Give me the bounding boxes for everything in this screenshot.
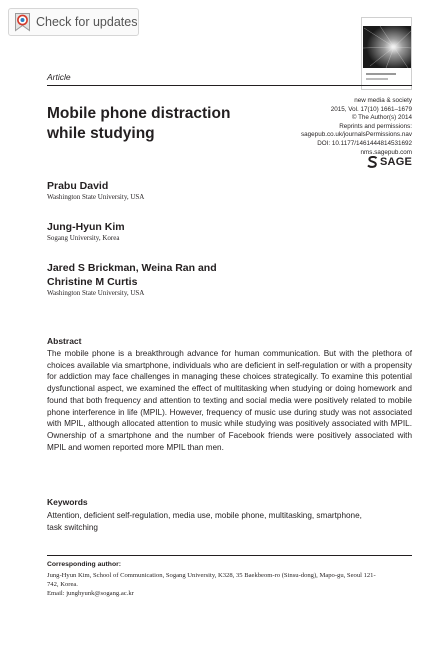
author-name: Christine M Curtis <box>47 276 138 288</box>
abstract-heading: Abstract <box>47 336 82 346</box>
journal-copyright: © The Author(s) 2014 <box>351 114 412 122</box>
author-affiliation: Washington State University, USA <box>47 289 145 297</box>
journal-reprints: Reprints and permissions: <box>339 122 412 130</box>
author-name: Jung-Hyun Kim <box>47 221 125 233</box>
footer-divider <box>47 555 412 556</box>
check-for-updates-button[interactable] <box>8 8 139 36</box>
journal-info <box>301 97 412 157</box>
corresponding-author-address: Jung-Hyun Kim, School of Communication, Sogang University, K328, 35 Baekbeom-ro (Sinsu-dong), Mapo-gu, Seoul 121-742, Korea. <box>47 572 376 588</box>
sage-logo-text: SAGE <box>380 156 412 168</box>
corresponding-author-heading: Corresponding author: <box>47 561 122 568</box>
author-name: Jared S Brickman, Weina Ran and <box>47 262 217 274</box>
header-divider <box>47 85 412 86</box>
journal-cover-thumbnail <box>361 17 412 90</box>
sage-logo <box>367 156 412 168</box>
corresponding-author-details <box>47 571 377 598</box>
keywords-text: Attention, deficient self-regulation, media use, mobile phone, multitasking, smartphone, task switching <box>47 511 362 532</box>
corresponding-author-email[interactable]: Email: junghyunk@sogang.ac.kr <box>47 590 134 597</box>
article-type-label: Article <box>47 72 71 82</box>
journal-citation: 2015, Vol. 17(10) 1661–1679 <box>330 105 412 113</box>
check-for-updates-label: Check for updates <box>36 15 138 29</box>
journal-doi[interactable]: DOI: 10.1177/1461444814531692 <box>317 139 412 147</box>
abstract-text: The mobile phone is a breakthrough advance for human communication. But with the plethora of choices available via smartphone, individuals who are deficient in self-regulation or with a propensity for addiction may face challenges in managing these choices strategically. To examine this potential dysfunctional aspect, we examined the effect of multitasking when studying or doing homework and found that both frequency and attention to texting and social media were positively related to mobile phone interference in life (MPIL). However, frequency of music use during study was not associated with MPIL, although allocated attention to music while studying was positively associated with MPIL. Ownership of a smartphone and the number of Facebook friends were positively associated with MPIL and women reported more MPIL than men. <box>47 349 412 452</box>
author-name: Prabu David <box>47 180 109 192</box>
journal-name: new media & society <box>354 97 412 104</box>
keywords-heading: Keywords <box>47 497 88 507</box>
crossmark-icon <box>14 12 31 32</box>
journal-reprints-url[interactable]: sagepub.co.uk/journalsPermissions.nav <box>301 131 412 139</box>
author-affiliation: Sogang University, Korea <box>47 234 120 242</box>
journal-site[interactable]: nms.sagepub.com <box>360 148 412 156</box>
paper-title: Mobile phone distraction while studying <box>47 105 231 142</box>
sage-swoosh-icon <box>367 156 378 168</box>
author-affiliation: Washington State University, USA <box>47 193 145 201</box>
